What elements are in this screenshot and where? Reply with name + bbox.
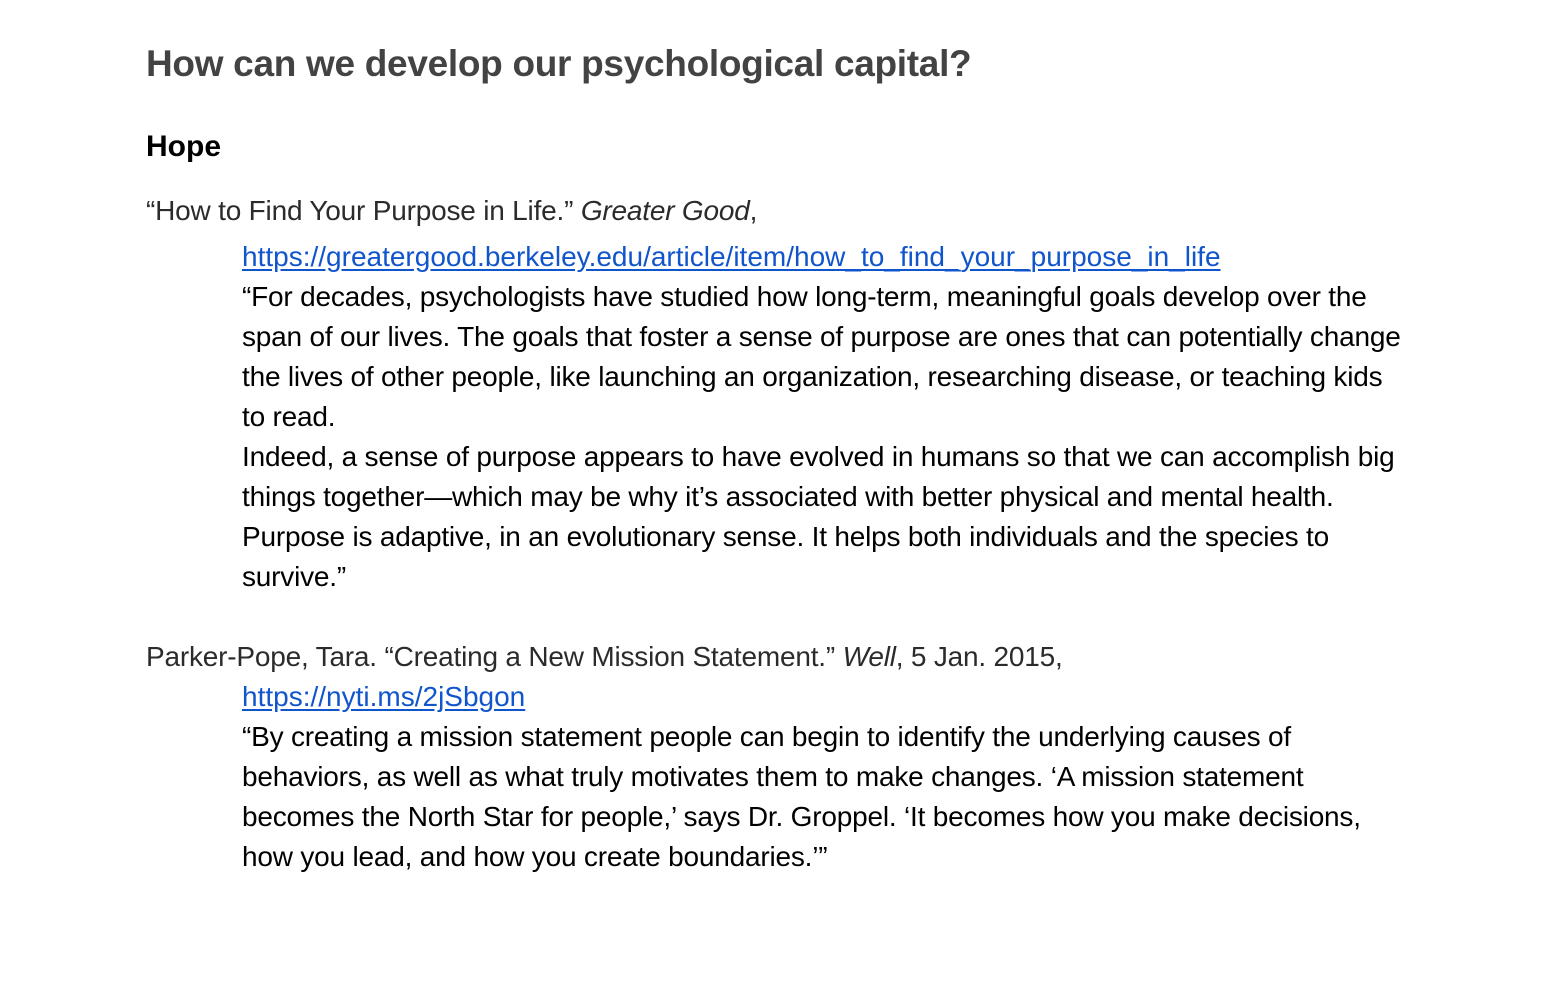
- citation-reference: [146, 637, 1406, 677]
- quote-paragraph: Indeed, a sense of purpose appears to have evolved in humans so that we can accomplish big things together—which may be why it’s associated with better physical and mental health. Purpose is adaptive, in an evolutionary sense. It helps both individuals and the species to survive.”: [242, 441, 1395, 592]
- section-heading-hope: Hope: [146, 130, 221, 163]
- quote-paragraph: “By creating a mission statement people can begin to identify the underlying causes of behaviors, as well as what truly motivates them to make changes. ‘A mission statement becomes the North Star for people,’ says Dr. Groppel. ‘It becomes how you make decisions, how you lead, and how you create boundaries.’”: [242, 721, 1361, 872]
- citation-quote: [146, 717, 1406, 877]
- citation-greater-good: [146, 191, 1406, 597]
- citation-source: Well: [842, 641, 896, 672]
- citation-reference: [146, 191, 1406, 231]
- quote-paragraph: “For decades, psychologists have studied how long-term, meaningful goals develop over the span of our lives. The goals that foster a sense of purpose are ones that can potentially change the lives of other people, like launching an organization, researching disease, or teaching kids to read.: [242, 281, 1401, 432]
- citation-source-suffix: , 5 Jan. 2015,: [895, 641, 1063, 672]
- citation-url-link[interactable]: https://greatergood.berkeley.edu/article/item/how_to_find_your_purpose_in_life: [242, 241, 1221, 272]
- citation-title: “How to Find Your Purpose in Life.”: [146, 195, 574, 226]
- citation-url-link[interactable]: https://nyti.ms/2jSbgon: [242, 681, 526, 712]
- citation-source: Greater Good: [580, 195, 750, 226]
- citation-link-row: [146, 237, 1406, 277]
- citation-well: [146, 637, 1406, 877]
- citation-author: Parker-Pope, Tara.: [146, 641, 377, 672]
- citation-quote: [146, 277, 1406, 597]
- page-title: How can we develop our psychological capital?: [146, 43, 972, 84]
- citation-link-row: [146, 677, 1406, 717]
- citation-title: “Creating a New Mission Statement.”: [384, 641, 835, 672]
- citation-source-suffix: ,: [749, 195, 758, 226]
